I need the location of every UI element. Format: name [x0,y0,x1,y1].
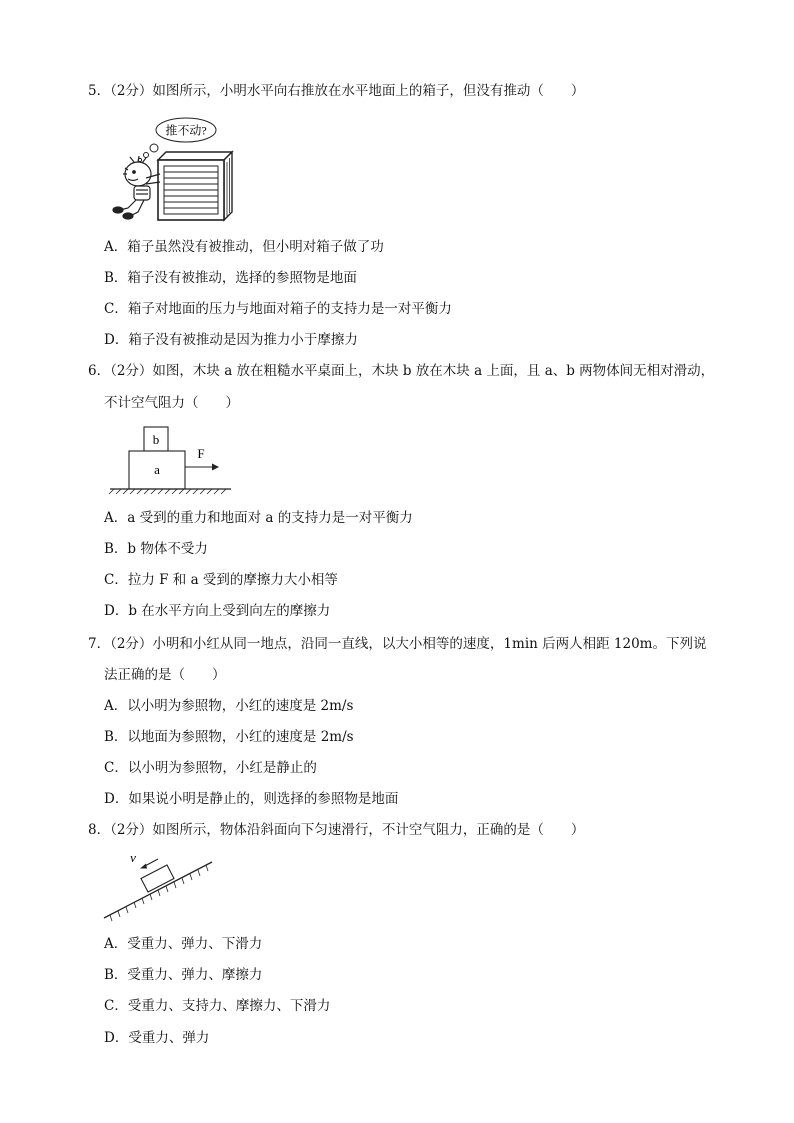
block-a-label: a [154,462,160,477]
question-7-option-a: A．以小明为参照物，小红的速度是 2m/s [104,698,354,714]
ground-hatching [109,489,226,494]
question-8-figure [100,848,216,924]
question-5-option-c: C．箱子对地面的压力与地面对箱子的支持力是一对平衡力 [104,301,452,317]
question-6-option-a: A．a 受到的重力和地面对 a 的支持力是一对平衡力 [104,510,413,526]
question-8-option-a: A．受重力、弹力、下滑力 [104,936,263,952]
thought-bubble-text: 推不动? [165,123,207,138]
question-5-option-a: A．箱子虽然没有被推动，但小明对箱子做了功 [104,239,384,255]
force-label: F [197,446,205,461]
question-8-option-b: B．受重力、弹力、摩擦力 [104,967,263,983]
question-8-option-c: C．受重力、支持力、摩擦力、下滑力 [104,998,331,1014]
question-6-option-c: C．拉力 F 和 a 受到的摩擦力大小相等 [104,572,338,588]
question-7-option-b: B．以地面为参照物，小红的速度是 2m/s [104,729,354,745]
sliding-block [141,865,174,892]
question-6-stem-continued: 不计空气阻力（ ） [104,395,239,411]
question-7-stem: 7．（2分）小明和小红从同一地点，沿同一直线，以大小相等的速度，1min 后两人相距 120m。下列说 [88,636,707,652]
question-6-stem: 6．（2分）如图，木块 a 放在粗糙水平桌面上，木块 b 放在木块 a 上面，且 a、b 两物体间无相对滑动， [88,363,715,379]
question-5-option-d: D．箱子没有被推动是因为推力小于摩擦力 [104,332,358,348]
question-7-stem-continued: 法正确的是（ ） [104,667,226,683]
question-7-option-d: D．如果说小明是静止的，则选择的参照物是地面 [104,791,399,807]
boy-figure [113,156,160,219]
question-5-figure [108,112,248,224]
question-6-figure [108,424,238,496]
question-8-stem: 8．（2分）如图所示，物体沿斜面向下匀速滑行，不计空气阻力，正确的是（ ） [88,822,585,838]
question-5-option-b: B．箱子没有被推动，选择的参照物是地面 [104,270,357,286]
question-5-stem: 5．（2分）如图所示，小明水平向右推放在水平地面上的箱子，但没有推动（ ） [88,83,585,99]
question-6-option-d: D．b 在水平方向上受到向左的摩擦力 [104,603,331,619]
wooden-crate [158,152,232,220]
velocity-label: v [130,850,136,865]
question-6-option-b: B．b 物体不受力 [104,541,208,557]
question-7-option-c: C．以小明为参照物，小红是静止的 [104,760,317,776]
block-b-label: b [152,432,160,447]
question-8-option-d: D．受重力、弹力 [104,1030,210,1046]
